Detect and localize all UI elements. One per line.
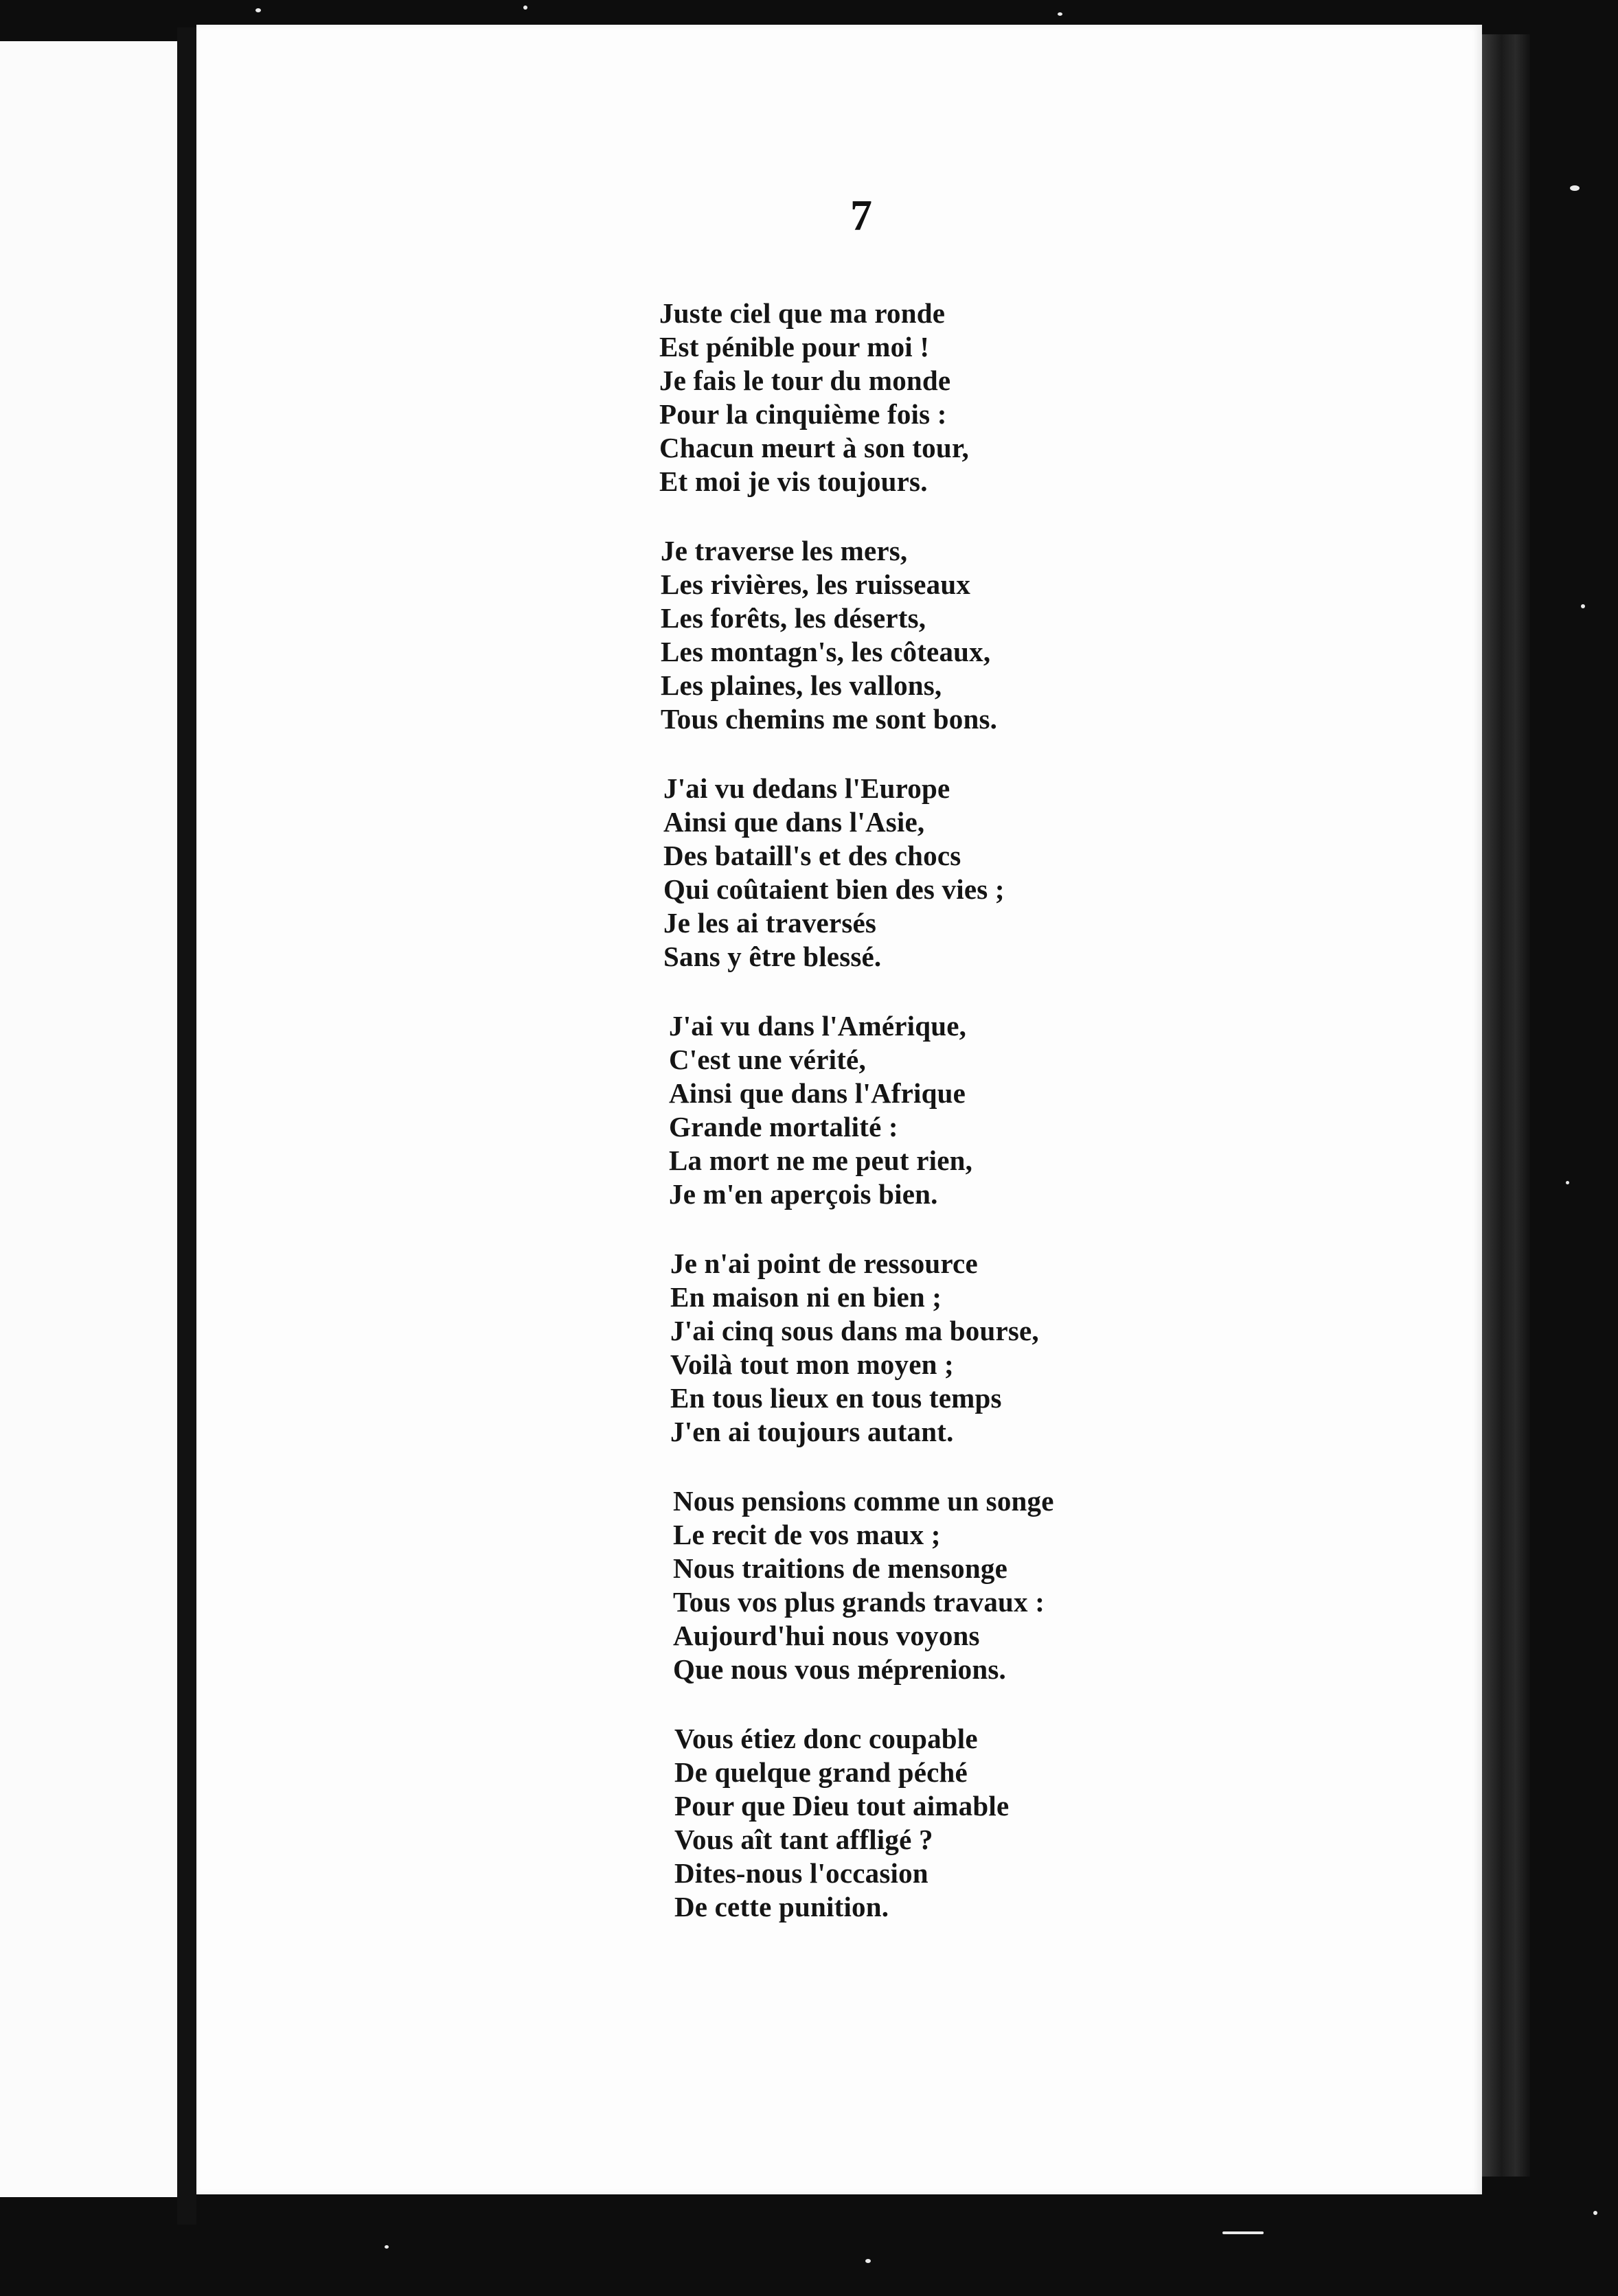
verse-line: Nous traitions de mensonge [673,1552,1007,1584]
verse-line: J'ai cinq sous dans ma bourse, [670,1315,1039,1346]
verse-line: J'ai vu dans l'Amérique, [669,1010,967,1042]
poem-text [659,297,1387,1960]
verse-line: Voilà tout mon moyen ; [670,1348,954,1380]
verse-line: C'est une vérité, [669,1044,866,1075]
page-stack-edge [1482,34,1530,2177]
verse-line: Je traverse les mers, [661,535,908,566]
verse-line: Les forêts, les déserts, [661,602,926,634]
verse-line: Chacun meurt à son tour, [659,432,969,463]
verse-line: Les plaines, les vallons, [661,669,942,701]
stanza [659,1247,1387,1449]
previous-page-edge [0,41,177,2197]
verse-line: Nous pensions comme un songe [673,1485,1054,1517]
verse-line: De cette punition. [674,1891,889,1922]
verse-line: Vous étiez donc coupable [674,1723,978,1754]
verse-line: De quelque grand péché [674,1756,968,1788]
verse-line: Tous chemins me sont bons. [661,703,998,735]
stanza [659,534,1387,736]
verse-line: Pour la cinquième fois : [659,398,947,430]
verse-line: Je fais le tour du monde [659,365,951,396]
verse-line: Je n'ai point de ressource [670,1248,978,1279]
verse-line: En maison ni en bien ; [670,1281,942,1313]
verse-line: Est pénible pour moi ! [659,331,930,363]
verse-line: Je m'en aperçois bien. [669,1178,938,1210]
verse-line: Pour que Dieu tout aimable [674,1790,1010,1822]
verse-line: Des bataill's et des chocs [663,840,961,871]
verse-line: Sans y être blessé. [663,941,882,972]
verse-line: La mort ne me peut rien, [669,1145,973,1176]
verse-line: J'en ai toujours autant. [670,1416,954,1447]
verse-line: Dites-nous l'occasion [674,1857,928,1889]
verse-line: Le recit de vos maux ; [673,1519,941,1550]
verse-line: Grande mortalité : [669,1111,898,1143]
verse-line: Qui coûtaient bien des vies ; [663,873,1005,905]
stanza [659,772,1387,974]
verse-line: Ainsi que dans l'Asie, [663,806,925,838]
verse-line: Les montagn's, les côteaux, [661,636,991,667]
stanza [659,297,1387,498]
verse-line: Tous vos plus grands travaux : [673,1586,1045,1618]
stanza [659,1484,1387,1686]
verse-line: Aujourd'hui nous voyons [673,1620,980,1651]
page-number: 7 [850,191,872,240]
verse-line: J'ai vu dedans l'Europe [663,772,950,804]
verse-line: Que nous vous méprenions. [673,1653,1006,1685]
verse-line: Vous aît tant affligé ? [674,1824,933,1855]
verse-line: En tous lieux en tous temps [670,1382,1002,1414]
verse-line: Juste ciel que ma ronde [659,297,946,329]
verse-line: Et moi je vis toujours. [659,466,928,497]
book-gutter [177,27,196,2225]
verse-line: Je les ai traversés [663,907,877,939]
stanza [659,1009,1387,1211]
verse-line: Ainsi que dans l'Afrique [669,1077,966,1109]
stanza [659,1722,1387,1924]
verse-line: Les rivières, les ruisseaux [661,569,971,600]
